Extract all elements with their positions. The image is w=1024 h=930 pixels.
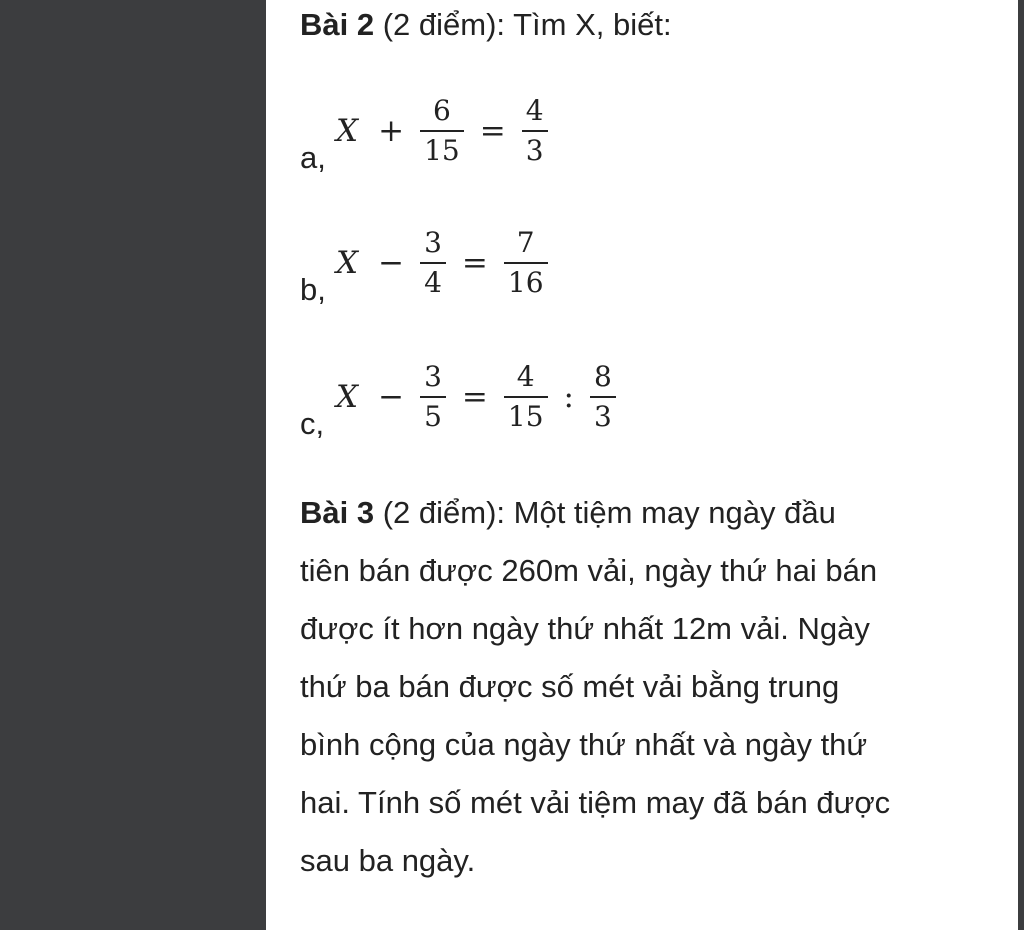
equals-sign: = <box>461 245 488 281</box>
problem-b <box>300 218 1000 308</box>
numerator: 3 <box>424 360 442 393</box>
fraction-bar <box>420 396 446 398</box>
equation <box>336 86 554 176</box>
paragraph-line: bình cộng của ngày thứ nhất và ngày thứ <box>300 727 868 762</box>
operator: − <box>378 245 405 281</box>
fraction <box>420 361 446 433</box>
paragraph-line <box>300 484 1000 542</box>
numerator: 6 <box>432 94 451 127</box>
denominator: 15 <box>507 400 544 433</box>
paragraph-line: hai. Tính số mét vải tiệm may đã bán được <box>300 785 891 820</box>
denominator: 3 <box>525 134 544 167</box>
problem-a <box>300 86 1000 176</box>
denominator: 3 <box>593 400 612 433</box>
variable-x: X <box>336 245 359 281</box>
denominator: 5 <box>424 400 442 433</box>
fraction-bar <box>522 130 548 132</box>
bai3-paragraph <box>300 484 1000 890</box>
operator: + <box>378 113 405 149</box>
fraction <box>522 95 548 167</box>
operator: − <box>378 379 405 415</box>
numerator: 4 <box>516 360 535 393</box>
paragraph-line: sau ba ngày. <box>300 843 476 878</box>
numerator: 3 <box>424 226 442 259</box>
numerator: 4 <box>525 94 544 127</box>
fraction <box>420 95 464 167</box>
paragraph-text: (2 điểm): Một tiệm may ngày đầu <box>374 495 836 530</box>
equals-sign: = <box>461 379 488 415</box>
division-operator: : <box>563 379 574 415</box>
numerator: 8 <box>593 360 612 393</box>
denominator: 15 <box>424 134 460 167</box>
left-dark-panel <box>0 0 266 930</box>
bai2-title: Bài 2 <box>300 7 375 42</box>
right-dark-edge <box>1018 0 1024 930</box>
problem-label: a, <box>300 140 326 175</box>
bai3-title: Bài 3 <box>300 495 375 530</box>
fraction-bar <box>420 130 464 132</box>
paragraph-line: được ít hơn ngày thứ nhất 12m vải. Ngày <box>300 611 870 646</box>
equation <box>336 218 554 308</box>
problem-label: b, <box>300 272 326 307</box>
fraction <box>590 361 616 433</box>
fraction-bar <box>590 396 616 398</box>
fraction <box>420 227 446 299</box>
equation <box>336 352 622 442</box>
variable-x: X <box>336 113 359 149</box>
fraction <box>504 361 548 433</box>
numerator: 7 <box>516 226 535 259</box>
fraction-bar <box>504 396 548 398</box>
equals-sign: = <box>479 113 506 149</box>
fraction-bar <box>420 262 446 264</box>
bai2-instruction: (2 điểm): Tìm X, biết: <box>374 7 672 42</box>
bai2-heading <box>300 4 672 46</box>
fraction <box>504 227 548 299</box>
problem-c <box>300 352 1000 442</box>
fraction-bar <box>504 262 548 264</box>
paragraph-line: tiên bán được 260m vải, ngày thứ hai bán <box>300 553 878 588</box>
variable-x: X <box>336 379 359 415</box>
denominator: 4 <box>424 266 442 299</box>
problem-label: c, <box>300 406 325 441</box>
denominator: 16 <box>507 266 544 299</box>
paragraph-line: thứ ba bán được số mét vải bằng trung <box>300 669 840 704</box>
